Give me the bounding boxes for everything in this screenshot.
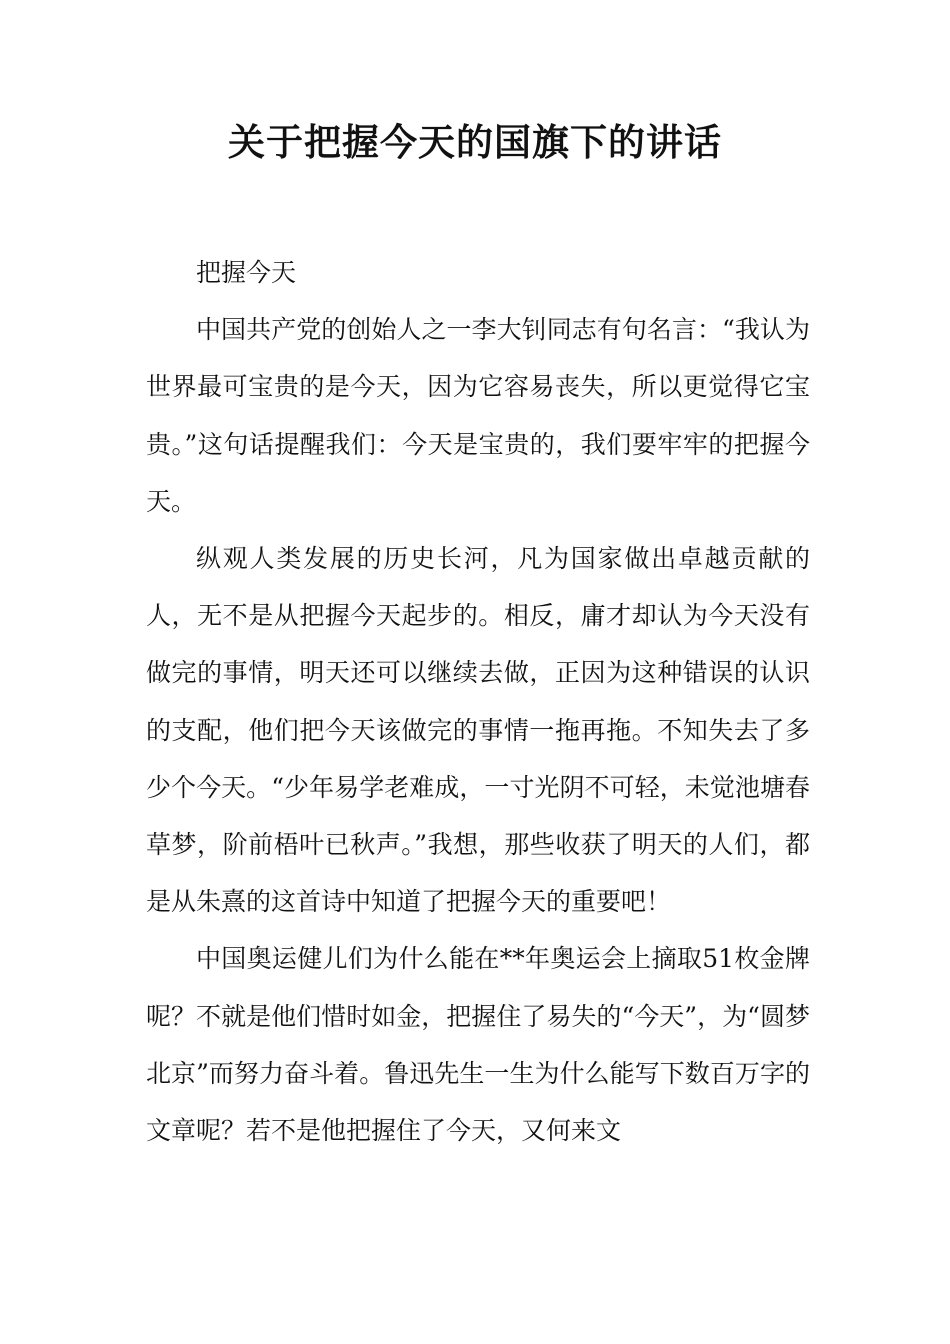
document-body: [146, 244, 810, 1159]
section-heading-paragraph: 把握今天: [196, 258, 297, 287]
body-paragraph: 中国共产党的创始人之一李大钊同志有句名言：“我认为世界最可宝贵的是今天，因为它容易丧失，所以更觉得它宝贵。”这句话提醒我们：今天是宝贵的，我们要牢牢的把握今天。: [146, 315, 810, 516]
body-paragraph: 中国奥运健儿们为什么能在**年奥运会上摘取51枚金牌呢？不就是他们惜时如金，把握住了易失的“今天”，为“圆梦北京”而努力奋斗着。鲁迅先生一生为什么能写下数百万字的文章呢？若不是他把握住了今天，又何来文: [146, 944, 810, 1146]
body-paragraph: 纵观人类发展的历史长河，凡为国家做出卓越贡献的人，无不是从把握今天起步的。相反，庸才却认为今天没有做完的事情，明天还可以继续去做，正因为这种错误的认识的支配，他们把今天该做完的事情一拖再拖。不知失去了多少个今天。“少年易学老难成，一寸光阴不可轻，未觉池塘春草梦，阶前梧叶已秋声。”我想，那些收获了明天的人们，都是从朱熹的这首诗中知道了把握今天的重要吧！: [146, 544, 810, 917]
document-title: 关于把握今天的国旗下的讲话: [228, 121, 722, 164]
